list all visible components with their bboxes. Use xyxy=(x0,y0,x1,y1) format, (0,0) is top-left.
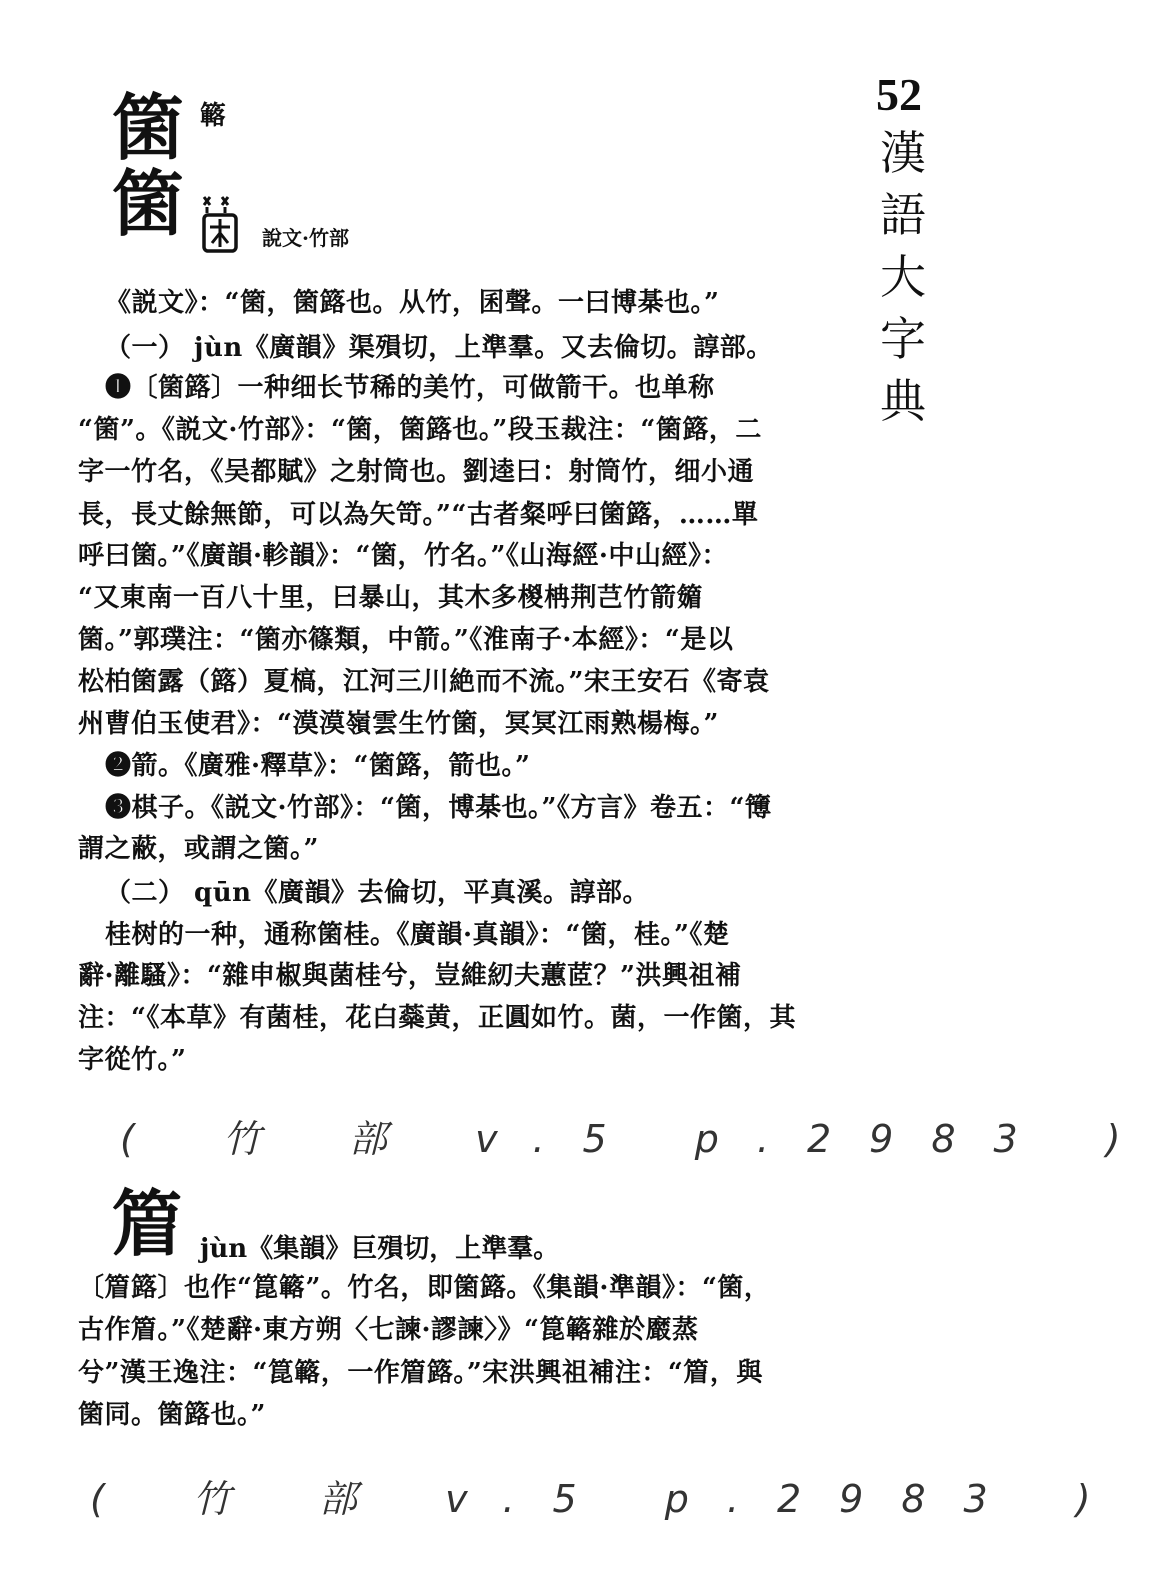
entry1-line-7: “又東南一百八十里，曰暴山，其木多椶柟荆芑竹箭䉋 xyxy=(78,583,703,613)
entry1-line-4: 字一竹名，《吴都賦》之射筒也。劉逵曰：射筒竹，细小通 xyxy=(78,457,755,487)
entry1-line-11: ❷箭。《廣雅·釋草》：“箘簬，箭也。” xyxy=(105,751,531,781)
entry1-line-14: （二） qūn《廣韻》去倫切，平真溪。諄部。 xyxy=(105,878,650,908)
entry1-line-6: 呼曰箘。”《廣韻·軫韻》：“箘，竹名。”《山海經·中山經》： xyxy=(78,541,728,571)
entry2-line-0: 〔篃簬〕也作“箟簵”。竹名，即箘簬。《集韻·準韻》：“箘， xyxy=(78,1273,771,1303)
entry2-pron: jùn《集韻》巨殞切，上準羣。 xyxy=(200,1234,560,1264)
entry1-line-9: 松柏箘露（簬）夏槁，江河三川絶而不流。”宋王安石《寄袁 xyxy=(78,667,770,697)
book-title: 漢語大字典 xyxy=(880,126,926,428)
page-number: 52 xyxy=(876,69,922,120)
entry1-line-5: 長，長丈餘無節，可以為矢笴。”“古者粲呼曰箘簬，……單 xyxy=(78,500,759,530)
entry1-line-17: 注：“《本草》有菌桂，花白蘂黄，正圓如竹。菌，一作箘，其 xyxy=(78,1003,796,1033)
entry1-line-10: 州曹伯玉使君》：“漠漠嶺雲生竹箘，冥冥江雨熟楊梅。” xyxy=(78,709,719,739)
entry1-line-13: 謂之蔽，或謂之箘。” xyxy=(78,834,319,864)
entry2-head-char: 篃 xyxy=(112,1181,185,1266)
entry1-line-0: 《説文》：“箘，箘簬也。从竹，囷聲。一曰博棊也。” xyxy=(105,288,720,318)
handwritten-note-1: ( 竹 部 v.5 p.2983 ) xyxy=(120,1117,1159,1161)
entry1-line-3: “箘”。《説文·竹部》：“箘，箘簬也。”段玉裁注：“箘簬，二 xyxy=(78,415,762,445)
entry1-line-2: ❶〔箘簬〕一种细长节稀的美竹，可做箭干。也单称 xyxy=(105,373,715,403)
entry1-line-15: 桂树的一种，通称箘桂。《廣韻·真韻》：“箘，桂。”《楚 xyxy=(105,920,730,950)
entry1-head-char-bottom: 箘 xyxy=(112,161,185,246)
entry1-line-1: （一） jùn《廣韻》渠殞切，上準羣。又去倫切。諄部。 xyxy=(105,333,773,363)
entry1-line-18: 字從竹。” xyxy=(78,1045,187,1075)
entry1-line-12: ❸棋子。《説文·竹部》：“箘，博棊也。”《方言》卷五：“簙 xyxy=(105,793,772,823)
entry2-line-1: 古作篃。”《楚辭·東方朔〈七諫·謬諫〉》“箟簵雜於黀蒸 xyxy=(78,1315,699,1345)
entry1-line-8: 箘。”郭璞注：“箘亦篠類，中箭。”《淮南子·本經》：“是以 xyxy=(78,625,734,655)
seal-script-icon xyxy=(200,193,240,255)
handwritten-note-2: ( 竹 部 v.5 p.2983 ) xyxy=(90,1477,1129,1521)
seal-source: 說文·竹部 xyxy=(262,226,349,250)
entry2-line-3: 箘同。箘簬也。” xyxy=(78,1400,266,1430)
entry2-line-2: 兮”漢王逸注：“箟簵，一作篃簬。”宋洪興祖補注：“篃，與 xyxy=(78,1358,763,1388)
entry1-variant-char: 簵 xyxy=(200,101,227,131)
entry1-line-16: 辭·離騷》：“雜申椒與菌桂兮，豈維紉夫蕙茝？”洪興祖補 xyxy=(78,961,742,991)
entry1-head-char-top: 箘 xyxy=(112,85,185,170)
